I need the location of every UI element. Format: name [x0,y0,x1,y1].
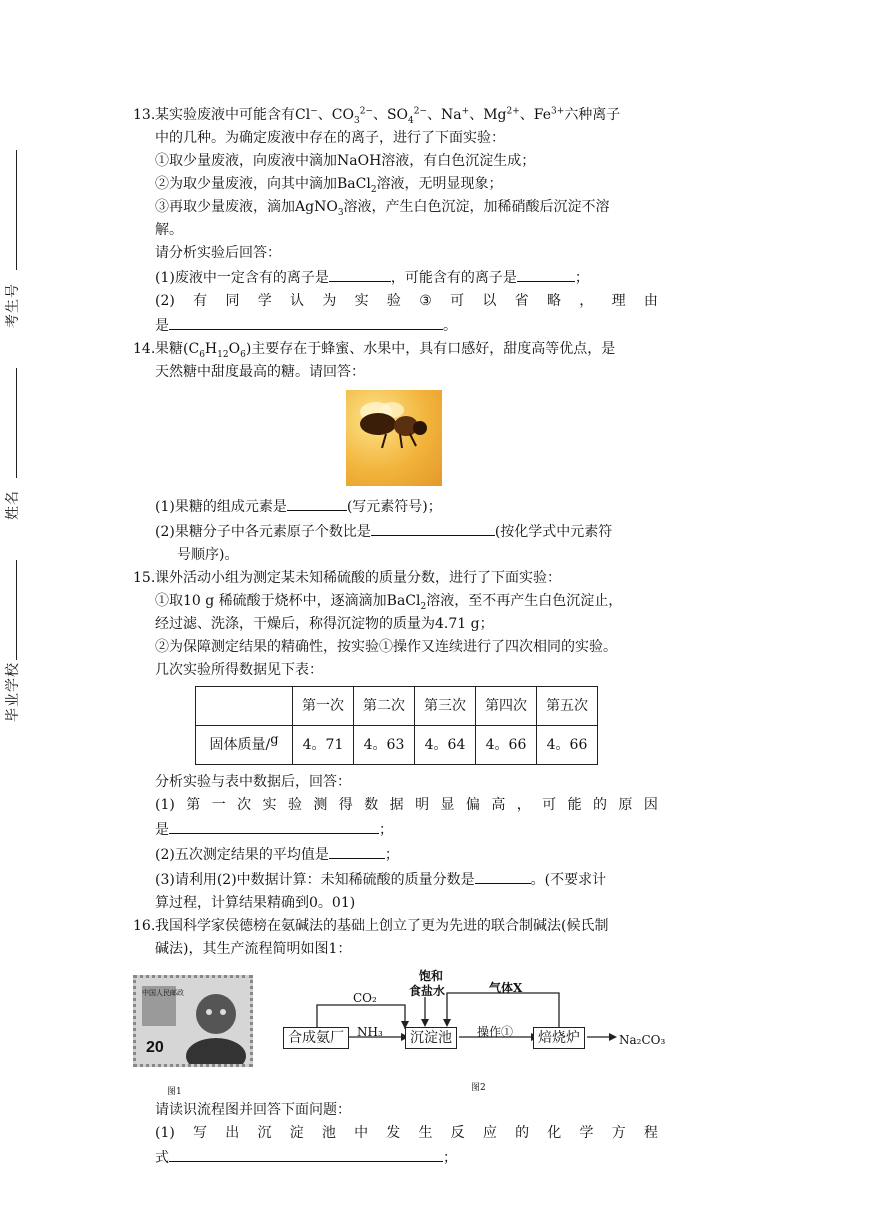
c-sub: 6 [199,349,205,360]
h-sub: 12 [217,349,229,360]
q15-step1-post: 溶液，至不再产生白色沉淀止， [426,593,623,609]
word: 因 [643,797,658,813]
table-cell: 4。63 [354,726,415,765]
agno3-sub: 3 [337,207,344,218]
data-table [195,686,598,765]
word: 反 [450,1125,465,1141]
word: 略 [546,293,561,309]
q16-line1-text: 我国科学家侯德榜在氨碱法的基础上创立了更为先进的联合制碱法(候氏制 [155,918,609,934]
table-header-cell: 第一次 [293,687,354,726]
word: 可 [542,797,557,813]
answer-blank[interactable] [329,265,391,282]
q16-line1 [133,915,658,938]
o-symbol: O [228,341,241,357]
flow-arrows [277,967,661,1077]
table-header-cell: 第三次 [415,687,476,726]
word: 能 [567,797,582,813]
q16-part1 [133,1122,658,1145]
word: 沉 [257,1125,272,1141]
q16-line2: 碱法)，其生产流程简明如图1： [155,941,352,957]
table-header-row [196,687,598,726]
q15-part1 [133,794,658,817]
operation-label: 操作① [477,1025,514,1039]
q15-p3-post: 。(不要求计 [530,872,607,888]
question-15 [133,567,658,915]
q14-line1 [133,338,658,361]
table-cell: 4。64 [415,726,476,765]
word: 数 [364,797,379,813]
q15-p3-line2: 算过程，计算结果精确到0。01) [155,895,356,911]
answer-blank[interactable] [169,1145,443,1162]
word: 应 [482,1125,497,1141]
so4-sub: 4 [408,115,414,126]
brine-label-line2: 食盐水 [409,984,446,998]
word: 显 [440,797,455,813]
word: 淀 [289,1125,304,1141]
q16-number: 16. [133,918,156,934]
q13-part2-line2 [133,313,658,338]
q13-part2 [133,290,658,313]
stamp-value: 20 [146,1039,164,1056]
honeybee-image [346,390,442,486]
word: 的 [593,797,608,813]
q13-line1: 13.某实验废液中可能含有Cl−、$CO_3^{2-}$、$SO_4^{2-}$、Na+、$Mg^{2+}$、$Fe^{3+}$六种离子 [133,104,658,127]
answer-blank[interactable] [517,265,575,282]
word: 验 [287,797,302,813]
word: 第 [186,797,201,813]
word: 验 [386,293,401,309]
h-symbol: H [204,341,218,357]
q15-step1-pre: ①取10 g 稀硫酸于烧杯中，逐滴滴加BaCl [155,593,421,609]
answer-blank[interactable] [287,494,347,511]
q13-number: 13. [133,107,156,123]
q13-part1 [133,265,658,290]
q13-co3: 、CO [317,107,354,123]
word: 发 [386,1125,401,1141]
exam-number-label: 考生号 [5,283,21,328]
q13-p2-end: 。 [443,318,457,334]
word: 写 [193,1125,208,1141]
answer-blank[interactable] [329,842,385,859]
word: 出 [225,1125,240,1141]
q15-part1-line2 [133,817,658,842]
q16-p1-pre: 式 [155,1150,169,1166]
q15-step2: ②为保障测定结果的精确性，按实验①操作又连续进行了四次相同的实验。 [155,639,617,655]
word: 一 [211,797,226,813]
stamp-image [133,975,253,1067]
word: (2) [155,293,175,309]
table-cell: 4。66 [476,726,537,765]
exam-content [133,104,666,1170]
q14-p1-post: (写元素符号)； [346,499,442,515]
word: 得 [338,797,353,813]
figures [131,967,666,1097]
q13-p1-mid: ，可能含有的离子是 [390,270,517,286]
table-header-cell: 第四次 [476,687,537,726]
so4-sup: 2− [413,106,428,117]
word: 化 [547,1125,562,1141]
word: (1) [155,797,175,813]
word: 认 [290,293,305,309]
word: ， [579,293,594,309]
word: 学 [257,293,272,309]
nh3-label: NH₃ [357,1025,383,1039]
q13-step3-post: 溶液，产生白色沉淀，加稀硝酸后沉淀不溶 [343,199,610,215]
question-16 [133,915,666,1170]
word: (1) [155,1125,175,1141]
q14-number: 14. [133,341,156,357]
word: 中 [354,1125,369,1141]
word: 实 [262,797,277,813]
figure-1-label: 图1 [167,1087,182,1097]
precipitation-tank-box: 沉淀池 [405,1027,457,1049]
word: 明 [415,797,430,813]
table-header-cell: 第二次 [354,687,415,726]
q15-line1-text: 课外活动小组为测定某未知稀硫酸的质量分数，进行了下面实验： [155,570,561,586]
q14-line2: 天然糖中甜度最高的糖。请回答： [155,364,365,380]
flow-diagram [277,967,666,1077]
q14-part2 [133,519,658,544]
q13-text: 某实验废液中可能含有Cl [155,107,311,123]
question-13 [133,104,658,338]
word: 程 [643,1125,658,1141]
word: 据 [389,797,404,813]
q14-p2-pre: (2)果糖分子中各元素原子个数比是 [155,524,371,540]
q15-step1 [133,590,658,613]
q13-mg: 、Mg [469,107,507,123]
q14-p1-pre: (1)果糖的组成元素是 [155,499,287,515]
stamp-text: 中国人民邮政 [142,989,184,997]
table-cell: 4。66 [537,726,598,765]
gas-x-label: 气体X [489,981,523,995]
word: 理 [611,293,626,309]
q14-p2-post: (按化学式中元素符 [494,524,613,540]
na-sup: + [461,106,470,117]
word: 偏 [465,797,480,813]
fe-sup: 3+ [551,106,565,117]
name-label: 姓名 [5,490,21,520]
word: 生 [418,1125,433,1141]
q15-part3 [133,867,658,892]
word: 池 [321,1125,336,1141]
q14-formula-pre: 果糖(C [155,341,200,357]
q13-step2-pre: ②为取少量废液，向其中滴加BaCl [155,176,371,192]
word: 以 [482,293,497,309]
bacl2-sub: 2 [370,184,377,195]
q15-prompt: 分析实验与表中数据后，回答： [155,774,351,790]
q13-end: 六种离子 [564,107,621,123]
word: 实 [354,293,369,309]
answer-blank[interactable] [169,313,443,330]
table-cell: 4。71 [293,726,354,765]
school-line [16,560,17,660]
q15-part2 [133,842,658,867]
ammonia-plant-box: 合成氨厂 [283,1027,349,1049]
word: 同 [225,293,240,309]
mg-sup: 2+ [506,106,520,117]
q13-step2 [133,173,658,196]
q13-line2: 中的几种。为确定废液中存在的离子，进行了下面实验： [155,130,505,146]
row-label-text: 固体质量/ [209,736,271,753]
q15-line1 [133,567,658,590]
answer-blank[interactable] [475,867,531,884]
q13-step3 [133,196,658,219]
answer-blank[interactable] [371,519,495,536]
question-14 [133,338,658,567]
q15-p2-end: ； [384,847,399,863]
word: 高 [491,797,506,813]
row-unit: g [270,731,279,747]
co2-label: CO₂ [353,991,377,1005]
q13-p1-end: ； [574,270,589,286]
product-label: Na₂CO₃ [619,1033,666,1047]
binding-margin [0,0,40,1228]
q13-na: 、Na [427,107,462,123]
q15-p1-end: ； [379,822,393,838]
word: 由 [643,293,658,309]
q15-number: 15. [133,570,156,586]
word: 为 [322,293,337,309]
q14-part1 [133,494,658,519]
co3-sup: 2− [359,106,373,117]
word: ， [516,797,531,813]
q15-p1-pre: 是 [155,822,169,838]
roaster-box: 焙烧炉 [533,1027,585,1049]
q13-step2-post: 溶液，无明显现象； [376,176,503,192]
q16-part1-line2 [133,1145,658,1170]
q13-p2-pre: 是 [155,318,169,334]
word: 有 [193,293,208,309]
school-label: 毕业学校 [5,662,21,722]
answer-blank[interactable] [169,817,379,834]
word: 可 [450,293,465,309]
word: 方 [611,1125,626,1141]
bee-icon [346,390,442,486]
q15-step2-line2: 几次实验所得数据见下表： [155,662,323,678]
q15-p2-pre: (2)五次测定结果的平均值是 [155,847,329,863]
q13-so4: 、SO [372,107,409,123]
q13-fe: 、Fe [519,107,552,123]
q15-step1-line2: 经过滤、洗涤，干燥后，称得沉淀物的质量为4.71 g； [155,616,494,632]
co3-sub: 3 [353,115,360,126]
q16-prompt: 请读识流程图并回答下面问题： [155,1102,351,1118]
q13-step1: ①取少量废液，向废液中滴加NaOH溶液，有白色沉淀生成； [155,153,536,169]
word: 次 [237,797,252,813]
q15-p3-pre: (3)请利用(2)中数据计算：未知稀硫酸的质量分数是 [155,872,475,888]
o-sub: 6 [240,349,246,360]
bacl2-sub: 2 [420,601,427,612]
table-header-cell [196,687,293,726]
figure-2-label: 图2 [471,1083,486,1093]
word: 学 [579,1125,594,1141]
word: 原 [618,797,633,813]
q13-step3-pre: ③再取少量废液，滴加AgNO [155,199,338,215]
word: 的 [515,1125,530,1141]
brine-label-line1: 饱和 [419,969,444,983]
q13-p1-pre: (1)废液中一定含有的离子是 [155,270,329,286]
word: 测 [313,797,328,813]
q13-step3-line2: 解。 [155,222,183,238]
table-row [196,726,598,765]
table-header-cell: 第五次 [537,687,598,726]
name-line [16,368,17,478]
q13-prompt: 请分析实验后回答： [155,245,281,261]
q14-line1-post: )主要存在于蜂蜜、水果中，具有口感好，甜度高等优点，是 [245,341,616,357]
exam-number-line [16,150,17,270]
word: 省 [514,293,529,309]
q14-p2-line2: 号顺序)。 [177,547,239,563]
word: ③ [419,293,432,309]
table-row-label [196,726,293,765]
q16-p1-end: ； [443,1150,457,1166]
